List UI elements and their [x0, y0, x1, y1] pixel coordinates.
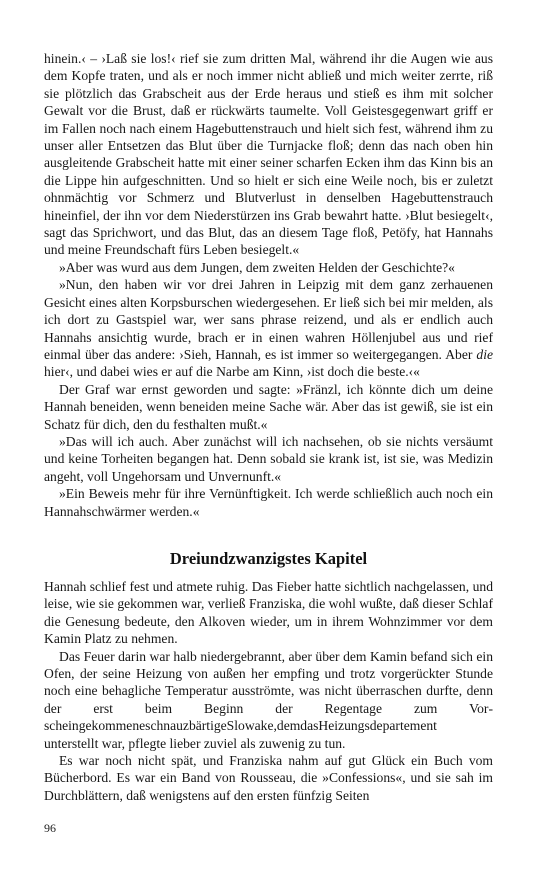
- paragraph-text: hier‹, und dabei wies er auf die Narbe am Kinn, ›ist doch die beste.‹«: [44, 364, 420, 380]
- paragraph: »Ein Beweis mehr für ihre Vernünftigkeit. Ich werde schließlich auch noch ein Hannahschwärmer werden.«: [44, 486, 493, 519]
- paragraph: Es war noch nicht spät, und Franziska nahm auf gut Glück ein Buch vom Bücherbord. Es war ein Band von Rousseau, die »Confessions«, und sie sah im Durchblättern, daß wenigstens auf den ersten fünfzig Seiten: [44, 753, 493, 803]
- chapter-title: Dreiundzwanzigstes Kapitel: [169, 548, 368, 568]
- page-number: 96: [44, 821, 56, 835]
- emphasized-word: die: [476, 346, 493, 362]
- paragraph-text: »Nun, den haben wir vor drei Jahren in Leipzig mit dem ganz zerhauenen Gesicht eines alten Korpsburschen wiedergesehen. Er ließ sich bei mir melden, als ich dort zu Gastspiel war, wer sans phrase reizend, und als er endlich auch Hannahs ansichtig wurde, brach er in einen wahren Höllenjubel aus und rief einmal über das andere: ›Sieh, Hannah, es ist immer so weitergegangen. Aber: [44, 277, 493, 362]
- paragraph: hinein.‹ – ›Laß sie los!‹ rief sie zum dritten Mal, während ihr die Augen wie aus dem Kopfe traten, und als er noch immer nicht abließ und mich weiter zerrte, riß sie plötzlich das Grabscheit aus der Erde heraus und stieß es ihm mit solcher Gewalt vor die Brust, daß er rückwärts taumelte. Voll Geistesgegenwart griff er im Fallen noch nach einem Hagebuttenstrauch und hielt sich fest, während ihm zu unser aller Entsetzen das Blut über die Turnjacke floß; denn das nach oben hin ausgleitende Grabscheit hatte mit einer seiner scharfen Ecken ihm das Kinn bis an die Lippe hin aufgeschnitten. Und so hielt er sich eine Weile noch, bis er zuletzt ohnmächtig vor Schmerz und Blutverlust in denselben Hagebuttenstrauch hineinfiel, der ihn vor dem Niederstürzen ins Grab bewahrt hatte. ›Blut besiegelt‹, sagt das Sprichwort, und das Blut, das an diesem Tage floß, Petöfy, hat Hannahs und meine Freundschaft fürs Leben besiegelt.«: [44, 51, 493, 258]
- paragraph: »Das will ich auch. Aber zunächst will ich nachsehen, ob sie nichts versäumt und keine Torheiten begangen hat. Denn sobald sie krank ist, ist sie, was Medizin angeht, voll Ungehorsam und Unvernunft.«: [44, 433, 493, 484]
- paragraph: »Aber was wurd aus dem Jungen, dem zweiten Helden der Geschichte?«: [59, 259, 455, 275]
- paragraph: Hannah schlief fest und atmete ruhig. Das Fieber hatte sichtlich nachgelassen, und leise, wie sie gekommen war, verließ Franziska, die wohl wußte, daß dieser Schlaf die Genesung bedeute, den Alkoven wieder, um in ihrem Wohnzimmer vor dem Kamin Platz zu nehmen.: [44, 578, 493, 647]
- paragraph: Das Feuer darin war halb niedergebrannt, aber über dem Kamin befand sich ein Ofen, der seine Heizung von außen her empfing und trotz vorgerückter Stunde noch eine behagliche Temperatur ausströmte, was nicht überraschen durfte, denn der erst beim Beginn der Regentage zum VorscheingekommeneschnauzbärtigeSlowake,demdasHeizungsdepartement unterstellt war, pflegte lieber zuviel als zuwenig zu tun.: [44, 648, 493, 751]
- paragraph: Der Graf war ernst geworden und sagte: »Fränzl, ich könnte dich um deine Hannah beneiden, wenn beneiden meine Sache wär. Aber das ist gewiß, sie ist ein Schatz für dich, den du festhalten mußt.«: [44, 381, 493, 432]
- paragraph: [44, 276, 493, 380]
- book-page: [44, 50, 493, 804]
